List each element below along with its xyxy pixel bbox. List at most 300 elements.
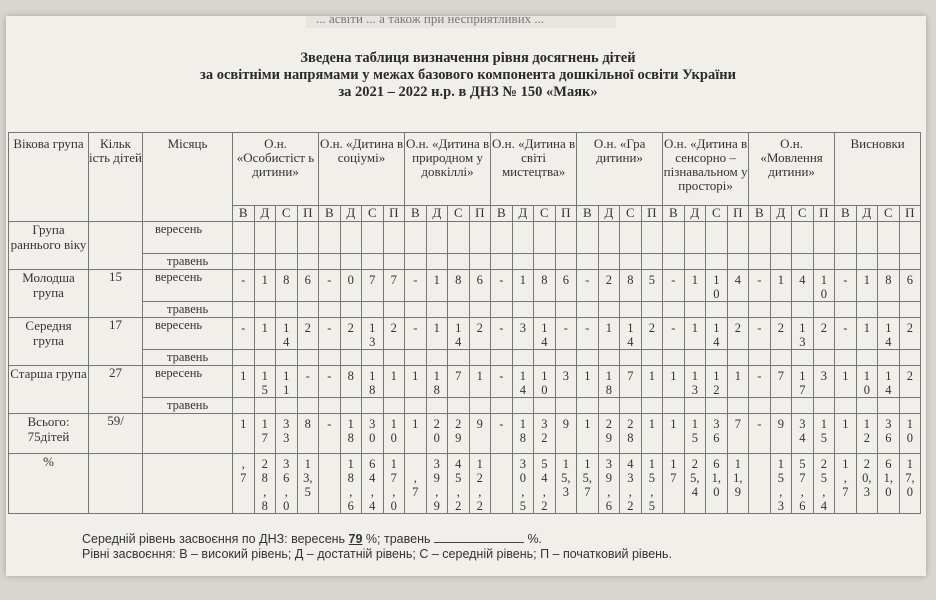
total-count-cell: 59/	[89, 414, 143, 454]
value-cell	[340, 398, 362, 414]
value-cell	[770, 302, 792, 318]
value-cell	[448, 398, 470, 414]
value-cell: 1	[856, 270, 878, 302]
value-cell	[362, 222, 384, 254]
value-cell: 2	[383, 318, 405, 350]
value-cell: -	[297, 366, 319, 398]
value-cell	[555, 222, 577, 254]
value-cell	[319, 398, 341, 414]
month-cell-may: травень	[143, 398, 233, 414]
total-row	[9, 414, 921, 454]
value-cell	[899, 398, 921, 414]
value-cell	[491, 302, 513, 318]
value-cell	[899, 350, 921, 366]
value-cell	[340, 254, 362, 270]
value-cell	[878, 398, 900, 414]
value-cell	[233, 398, 255, 414]
percent-month-cell	[143, 454, 233, 514]
value-cell	[319, 254, 341, 270]
table-row	[9, 302, 921, 318]
value-cell: 4	[792, 270, 814, 302]
percent-value-cell: 1 , 7	[835, 454, 857, 514]
level-letter: Д	[340, 206, 362, 222]
level-letter: В	[749, 206, 771, 222]
value-cell	[555, 254, 577, 270]
value-cell	[620, 350, 642, 366]
value-cell: 1 0	[856, 366, 878, 398]
percent-value-cell: 1 5, 3	[555, 454, 577, 514]
level-letter: С	[878, 206, 900, 222]
level-letter: Д	[598, 206, 620, 222]
value-cell: -	[577, 270, 599, 302]
value-cell: -	[555, 318, 577, 350]
total-value-cell: 1 0	[383, 414, 405, 454]
value-cell: 6	[899, 270, 921, 302]
total-value-cell: 3 3	[276, 414, 298, 454]
value-cell	[405, 350, 427, 366]
value-cell	[770, 350, 792, 366]
value-cell	[469, 254, 491, 270]
header-row	[9, 133, 921, 206]
value-cell: 1 8	[362, 366, 384, 398]
value-cell: 1	[856, 318, 878, 350]
value-cell: -	[749, 366, 771, 398]
value-cell	[577, 398, 599, 414]
value-cell	[297, 398, 319, 414]
level-letter: Д	[254, 206, 276, 222]
total-month-cell	[143, 414, 233, 454]
value-cell	[620, 222, 642, 254]
total-value-cell: 3 0	[362, 414, 384, 454]
value-cell: 2	[813, 318, 835, 350]
value-cell: 1 0	[534, 366, 556, 398]
value-cell	[727, 398, 749, 414]
value-cell	[405, 254, 427, 270]
value-cell: -	[835, 270, 857, 302]
level-letter: В	[663, 206, 685, 222]
value-cell	[297, 350, 319, 366]
value-cell	[491, 222, 513, 254]
value-cell: -	[491, 366, 513, 398]
percent-value-cell: 1 7, 0	[899, 454, 921, 514]
total-value-cell: 9	[469, 414, 491, 454]
value-cell: 1 8	[598, 366, 620, 398]
value-cell	[620, 398, 642, 414]
children-count-cell: 27	[89, 366, 143, 414]
value-cell: 1 3	[362, 318, 384, 350]
value-cell	[254, 222, 276, 254]
legend-line: Рівні засвоєння: В – високий рівень; Д – достатній рівень; С – середній рівень; П – початковий рівень.	[82, 547, 673, 561]
value-cell	[620, 254, 642, 270]
month-cell-may: травень	[143, 254, 233, 270]
percent-value-cell: 4 3 , 2	[620, 454, 642, 514]
percent-value-cell: 1 5, 7	[577, 454, 599, 514]
value-cell: 2	[598, 270, 620, 302]
value-cell	[792, 302, 814, 318]
value-cell	[792, 222, 814, 254]
value-cell	[254, 350, 276, 366]
value-cell	[233, 350, 255, 366]
level-letter: Д	[426, 206, 448, 222]
value-cell	[383, 350, 405, 366]
value-cell	[426, 222, 448, 254]
level-letter: С	[534, 206, 556, 222]
value-cell	[813, 350, 835, 366]
value-cell: 1	[641, 366, 663, 398]
value-cell: -	[233, 270, 255, 302]
value-cell: 1 4	[276, 318, 298, 350]
value-cell: 1 4	[620, 318, 642, 350]
value-cell	[749, 254, 771, 270]
value-cell: 1	[727, 366, 749, 398]
value-cell	[641, 222, 663, 254]
percent-value-cell: 3 9 , 9	[426, 454, 448, 514]
value-cell	[878, 254, 900, 270]
value-cell	[362, 350, 384, 366]
value-cell	[491, 254, 513, 270]
value-cell: 6	[297, 270, 319, 302]
value-cell	[641, 350, 663, 366]
value-cell	[254, 254, 276, 270]
value-cell	[276, 254, 298, 270]
header-direction-2: О.н. «Дитина в соціумі»	[319, 133, 405, 206]
value-cell	[835, 302, 857, 318]
value-cell: 7	[770, 366, 792, 398]
value-cell: 1	[383, 366, 405, 398]
footer-notes	[82, 531, 672, 562]
total-value-cell: 8	[297, 414, 319, 454]
title-line-2: за освітніми напрямами у межах базового компонента дошкільної освіти України	[200, 67, 736, 83]
value-cell	[534, 222, 556, 254]
children-count-cell	[89, 222, 143, 270]
value-cell: 2	[297, 318, 319, 350]
percent-value-cell: , 7	[405, 454, 427, 514]
value-cell	[362, 302, 384, 318]
value-cell	[426, 254, 448, 270]
total-value-cell: 1	[663, 414, 685, 454]
value-cell	[663, 350, 685, 366]
value-cell: -	[405, 318, 427, 350]
value-cell	[254, 302, 276, 318]
value-cell: 1 4	[706, 318, 728, 350]
value-cell: 5	[641, 270, 663, 302]
value-cell: 1	[426, 270, 448, 302]
value-cell	[426, 302, 448, 318]
value-cell: -	[491, 318, 513, 350]
value-cell: 2	[727, 318, 749, 350]
children-count-cell: 15	[89, 270, 143, 318]
level-letter: П	[727, 206, 749, 222]
age-group-cell: Молодша група	[9, 270, 89, 318]
percent-value-cell: 6 1, 0	[878, 454, 900, 514]
summary-table	[8, 132, 921, 514]
title-line-3: за 2021 – 2022 н.р. в ДНЗ № 150 «Маяк»	[338, 84, 598, 100]
level-letter: П	[641, 206, 663, 222]
value-cell: -	[663, 270, 685, 302]
percent-value-cell: 2 8 , 8	[254, 454, 276, 514]
value-cell	[684, 254, 706, 270]
value-cell	[233, 222, 255, 254]
percent-value-cell: 1 7	[663, 454, 685, 514]
level-letter: В	[233, 206, 255, 222]
value-cell: 2	[770, 318, 792, 350]
value-cell	[362, 398, 384, 414]
level-letter: С	[706, 206, 728, 222]
value-cell: 1 7	[792, 366, 814, 398]
value-cell: 1 2	[706, 366, 728, 398]
total-value-cell: 9	[555, 414, 577, 454]
total-value-cell: 1	[835, 414, 857, 454]
value-cell	[706, 398, 728, 414]
value-cell	[663, 398, 685, 414]
level-letter: В	[491, 206, 513, 222]
total-value-cell: 7	[727, 414, 749, 454]
value-cell	[577, 222, 599, 254]
value-cell: 1	[254, 318, 276, 350]
value-cell	[684, 222, 706, 254]
value-cell	[448, 222, 470, 254]
value-cell	[512, 398, 534, 414]
average-prefix: Середній рівень засвоєння по ДНЗ: вересень	[82, 532, 349, 546]
value-cell	[405, 302, 427, 318]
value-cell	[469, 398, 491, 414]
value-cell	[835, 222, 857, 254]
value-cell: 2	[641, 318, 663, 350]
level-letter: С	[792, 206, 814, 222]
value-cell	[577, 350, 599, 366]
value-cell	[813, 302, 835, 318]
value-cell: 1	[405, 366, 427, 398]
value-cell	[448, 302, 470, 318]
value-cell: 0	[340, 270, 362, 302]
total-value-cell: 9	[770, 414, 792, 454]
value-cell: 3	[555, 366, 577, 398]
value-cell: 1 0	[813, 270, 835, 302]
value-cell	[383, 222, 405, 254]
value-cell	[598, 350, 620, 366]
value-cell: -	[491, 270, 513, 302]
percent-value-cell: 1 3, 5	[297, 454, 319, 514]
total-value-cell: 2 8	[620, 414, 642, 454]
percent-value-cell: 1 5 , 3	[770, 454, 792, 514]
value-cell	[663, 222, 685, 254]
percent-value-cell: 2 5, 4	[684, 454, 706, 514]
total-value-cell: 2 9	[598, 414, 620, 454]
header-direction-5: О.н. «Гра дитини»	[577, 133, 663, 206]
percent-value-cell: 1 8 , 6	[340, 454, 362, 514]
value-cell: 1	[254, 270, 276, 302]
value-cell: 8	[534, 270, 556, 302]
value-cell	[727, 350, 749, 366]
value-cell: 6	[555, 270, 577, 302]
children-count-cell: 17	[89, 318, 143, 366]
value-cell: -	[577, 318, 599, 350]
level-letter: Д	[512, 206, 534, 222]
percent-value-cell: , 7	[233, 454, 255, 514]
table-row	[9, 398, 921, 414]
value-cell: 1	[770, 270, 792, 302]
percent-value-cell	[749, 454, 771, 514]
value-cell	[448, 350, 470, 366]
total-label-cell: Всього: 75дітей	[9, 414, 89, 454]
table-row	[9, 270, 921, 302]
september-average-value: 79	[348, 532, 363, 546]
header-month: Місяць	[143, 133, 233, 222]
value-cell: 1	[577, 366, 599, 398]
value-cell: 1 0	[706, 270, 728, 302]
value-cell: 8	[276, 270, 298, 302]
age-group-cell: Група раннього віку	[9, 222, 89, 270]
month-cell-may: травень	[143, 350, 233, 366]
table-row	[9, 350, 921, 366]
value-cell: 2	[899, 318, 921, 350]
value-cell: 1 1	[276, 366, 298, 398]
value-cell: -	[319, 270, 341, 302]
value-cell	[512, 222, 534, 254]
value-cell	[319, 222, 341, 254]
value-cell: 7	[448, 366, 470, 398]
value-cell	[792, 398, 814, 414]
total-value-cell: 1	[233, 414, 255, 454]
value-cell	[383, 302, 405, 318]
age-group-cell: Старша група	[9, 366, 89, 414]
header-direction-3: О.н. «Дитина в природном у довкіллі»	[405, 133, 491, 206]
level-letter: С	[620, 206, 642, 222]
table-row	[9, 366, 921, 398]
value-cell: 1	[233, 366, 255, 398]
value-cell	[856, 398, 878, 414]
value-cell	[749, 222, 771, 254]
previous-page-fragment: ... асвіти ... а також при несприятливих ...	[306, 16, 616, 28]
percent-value-cell: 3 9 , 6	[598, 454, 620, 514]
level-letter: Д	[856, 206, 878, 222]
value-cell	[598, 222, 620, 254]
value-cell	[813, 222, 835, 254]
value-cell	[706, 350, 728, 366]
value-cell	[835, 254, 857, 270]
value-cell	[340, 350, 362, 366]
month-cell-september: вересень	[143, 222, 233, 254]
value-cell	[878, 350, 900, 366]
value-cell: 8	[620, 270, 642, 302]
value-cell: -	[663, 318, 685, 350]
percent-value-cell: 1 5 , 5	[641, 454, 663, 514]
value-cell: 1	[835, 366, 857, 398]
value-cell: 7	[362, 270, 384, 302]
title-line-1: Зведена таблиця визначення рівня досягнень дітей	[300, 50, 636, 66]
value-cell: 2	[469, 318, 491, 350]
value-cell	[770, 222, 792, 254]
value-cell	[534, 350, 556, 366]
value-cell: 1 3	[792, 318, 814, 350]
value-cell	[856, 350, 878, 366]
value-cell	[813, 254, 835, 270]
value-cell: 4	[727, 270, 749, 302]
percent-value-cell: 1 7 , 0	[383, 454, 405, 514]
value-cell	[706, 254, 728, 270]
value-cell	[727, 222, 749, 254]
value-cell	[555, 350, 577, 366]
value-cell	[684, 350, 706, 366]
value-cell: -	[233, 318, 255, 350]
age-group-cell: Середня група	[9, 318, 89, 366]
value-cell	[706, 302, 728, 318]
value-cell	[598, 302, 620, 318]
percent-value-cell: 3 6 , 0	[276, 454, 298, 514]
value-cell	[835, 350, 857, 366]
total-value-cell: 1	[577, 414, 599, 454]
total-value-cell: 1 8	[512, 414, 534, 454]
header-direction-7: О.н. «Мовлення дитини»	[749, 133, 835, 206]
total-value-cell: 3 6	[878, 414, 900, 454]
value-cell	[749, 302, 771, 318]
value-cell: 1 4	[534, 318, 556, 350]
value-cell: 1	[426, 318, 448, 350]
value-cell	[663, 254, 685, 270]
value-cell	[878, 222, 900, 254]
total-value-cell: 1 0	[899, 414, 921, 454]
level-letter: П	[813, 206, 835, 222]
total-value-cell: 1	[641, 414, 663, 454]
percent-value-cell: 1 1, 9	[727, 454, 749, 514]
total-value-cell: 1 2	[856, 414, 878, 454]
month-cell-september: вересень	[143, 318, 233, 350]
value-cell: -	[749, 270, 771, 302]
value-cell	[491, 350, 513, 366]
total-value-cell: 1 5	[684, 414, 706, 454]
table-row	[9, 254, 921, 270]
total-value-cell: 3 4	[792, 414, 814, 454]
total-value-cell: 2 0	[426, 414, 448, 454]
value-cell	[512, 254, 534, 270]
value-cell	[297, 254, 319, 270]
value-cell	[405, 398, 427, 414]
value-cell: 1	[684, 318, 706, 350]
may-average-blank	[434, 531, 524, 543]
value-cell: 1 4	[878, 366, 900, 398]
month-cell-september: вересень	[143, 366, 233, 398]
summary-table-wrapper	[8, 132, 920, 514]
total-value-cell: 2 9	[448, 414, 470, 454]
value-cell	[749, 398, 771, 414]
level-letter: В	[405, 206, 427, 222]
value-cell	[577, 302, 599, 318]
value-cell	[598, 398, 620, 414]
value-cell	[684, 398, 706, 414]
value-cell	[276, 302, 298, 318]
value-cell	[899, 254, 921, 270]
level-letter: П	[555, 206, 577, 222]
average-suffix: %.	[523, 532, 543, 546]
value-cell: 8	[448, 270, 470, 302]
level-letter: Д	[770, 206, 792, 222]
value-cell	[684, 302, 706, 318]
level-letter: В	[835, 206, 857, 222]
table-row	[9, 222, 921, 254]
value-cell	[620, 302, 642, 318]
value-cell	[233, 302, 255, 318]
value-cell	[512, 350, 534, 366]
average-mid: %; травень	[362, 532, 434, 546]
percent-value-cell: 2 0, 3	[856, 454, 878, 514]
value-cell: 8	[340, 366, 362, 398]
value-cell: 1 4	[878, 318, 900, 350]
level-letter: Д	[684, 206, 706, 222]
value-cell	[405, 222, 427, 254]
value-cell	[555, 302, 577, 318]
value-cell	[835, 398, 857, 414]
header-direction-8: Висновки	[835, 133, 921, 206]
